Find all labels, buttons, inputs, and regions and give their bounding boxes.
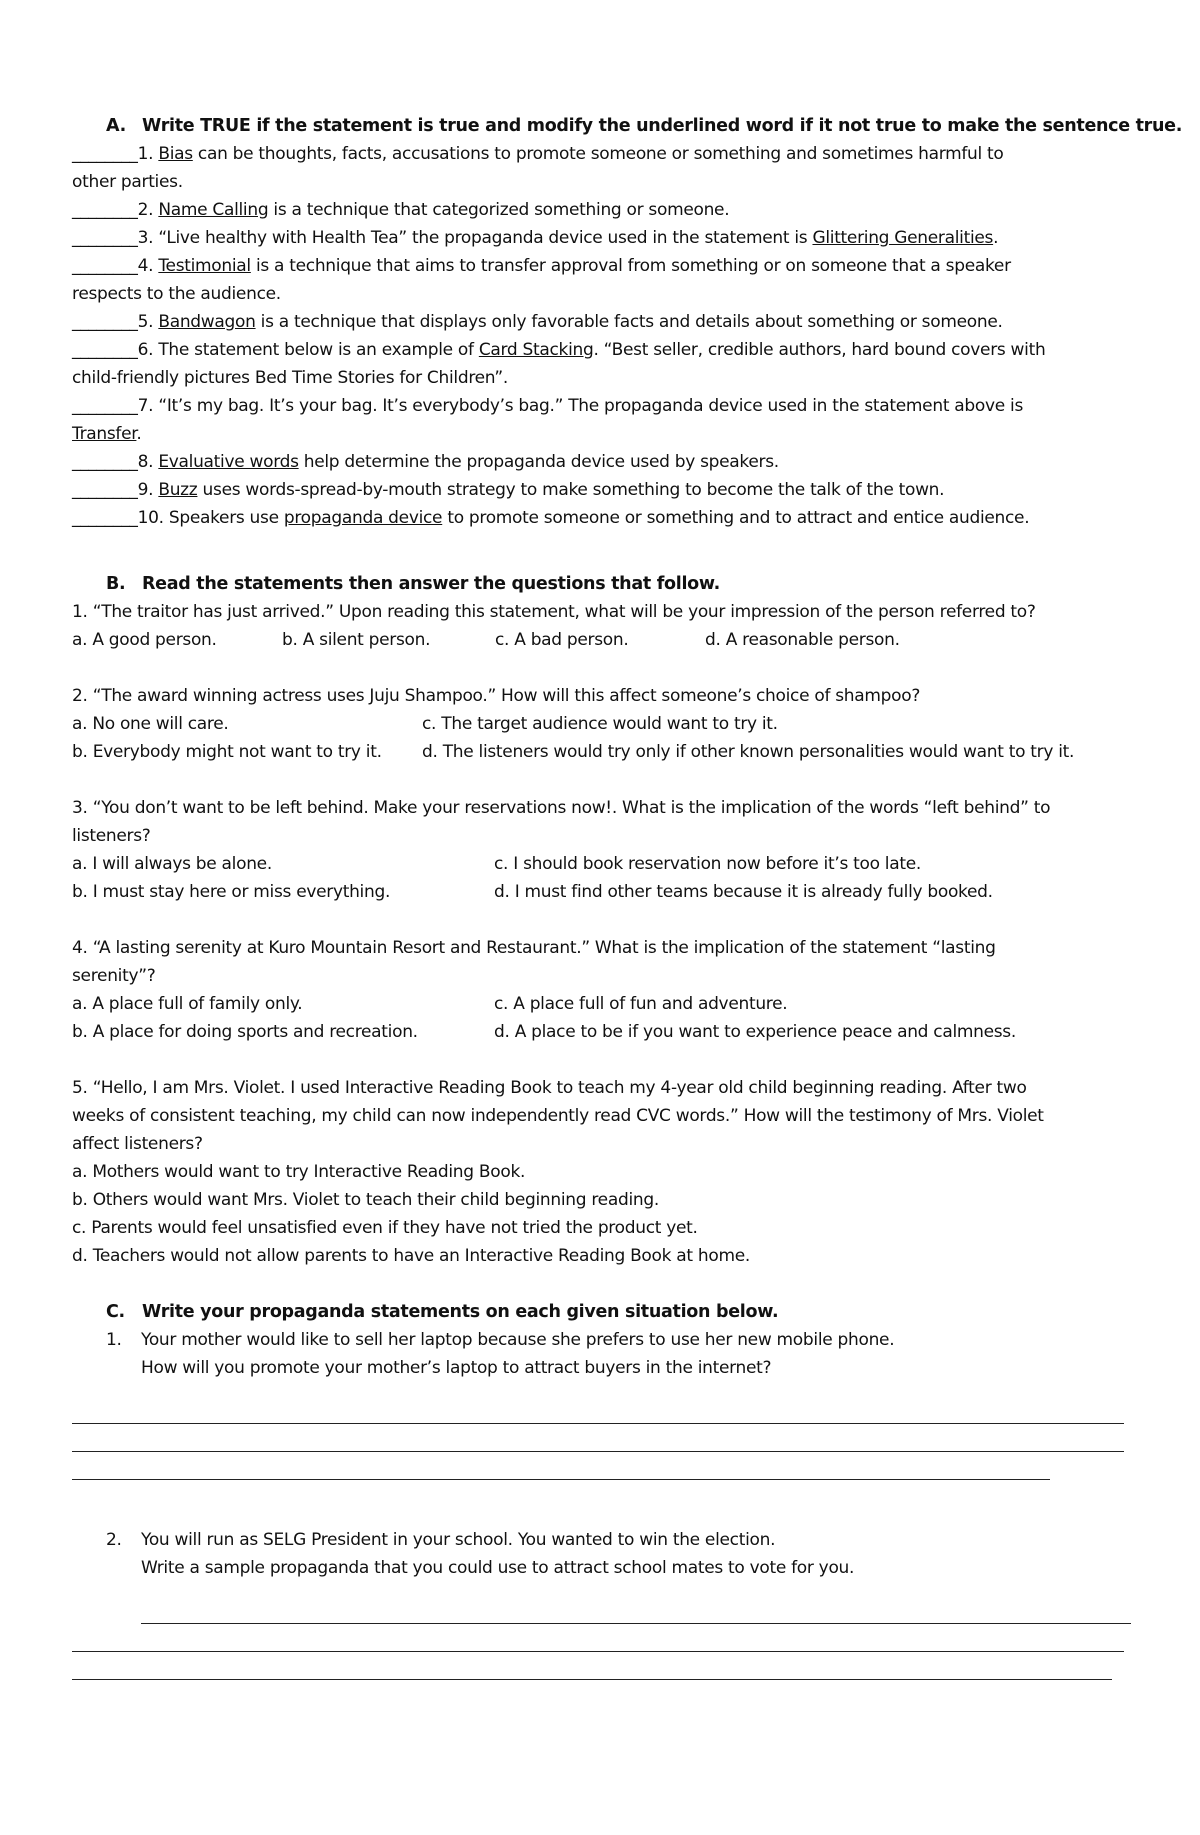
answer-blank[interactable]: ________ <box>72 256 138 276</box>
item-text-continuation: child-friendly pictures Bed Time Stories for Children”. <box>72 368 508 388</box>
item-number: 7. <box>137 396 154 416</box>
item-text-continuation: respects to the audience. <box>72 284 281 304</box>
c-s2-line1: You will run as SELG President in your school. You wanted to win the election. <box>141 1530 776 1550</box>
a-item-10 <box>72 504 1152 532</box>
a-item-6-continuation <box>72 364 1152 392</box>
c-s1-line1: Your mother would like to sell her laptop because she prefers to use her new mobile phone. <box>141 1330 895 1350</box>
answer-blank[interactable]: ________ <box>72 508 138 528</box>
part-a-letter: A. <box>106 116 126 136</box>
c-s1-answer-line-3[interactable] <box>72 1479 1050 1480</box>
b-q3-text-line1: 3. “You don’t want to be left behind. Make your reservations now!. What is the implication of the words “left behind” to <box>72 798 1051 818</box>
a-item-5 <box>72 308 1152 336</box>
item-number: 5. <box>137 312 154 332</box>
part-a-heading-text: Write TRUE if the statement is true and modify the underlined word if it not true to make the sentence true. <box>142 116 1183 136</box>
item-number: 3. <box>137 228 154 248</box>
answer-blank[interactable]: ________ <box>72 144 138 164</box>
part-b-letter: B. <box>106 574 126 594</box>
item-text-post: can be thoughts, facts, accusations to promote someone or something and sometimes harmful to <box>192 144 1004 164</box>
b-q5-option-d: d. Teachers would not allow parents to have an Interactive Reading Book at home. <box>72 1246 750 1266</box>
b-q5-text-line1: 5. “Hello, I am Mrs. Violet. I used Interactive Reading Book to teach my 4-year old child beginning reading. After two <box>72 1078 1027 1098</box>
b-q5-option-b: b. Others would want Mrs. Violet to teach their child beginning reading. <box>72 1190 659 1210</box>
c-s2-number: 2. <box>106 1530 122 1550</box>
answer-blank[interactable]: ________ <box>72 228 138 248</box>
a-item-2 <box>72 196 1152 224</box>
item-text-post: to promote someone or something and to attract and entice audience. <box>442 508 1030 528</box>
underlined-term: Testimonial <box>158 256 251 276</box>
b-q2-text: 2. “The award winning actress uses Juju Shampoo.” How will this affect someone’s choice of shampoo? <box>72 686 921 706</box>
b-q2-option-a: a. No one will care. <box>72 714 229 734</box>
part-b-heading <box>106 570 1186 598</box>
b-q3-option-c: c. I should book reservation now before it’s too late. <box>494 854 921 874</box>
part-c-letter: C. <box>106 1302 125 1322</box>
a-item-7 <box>72 392 1152 420</box>
answer-blank[interactable]: ________ <box>72 312 138 332</box>
b-q5-option-a: a. Mothers would want to try Interactive Reading Book. <box>72 1162 526 1182</box>
a-item-6 <box>72 336 1152 364</box>
item-text-pre: Speakers use <box>163 508 284 528</box>
b-q4-option-b: b. A place for doing sports and recreation. <box>72 1022 418 1042</box>
item-text-pre: “It’s my bag. It’s your bag. It’s everybody’s bag.” The propaganda device used in the statement above is <box>153 396 1024 416</box>
c-s2-answer-line-2[interactable] <box>72 1651 1124 1652</box>
item-text-post: is a technique that displays only favorable facts and details about something or someone. <box>255 312 1003 332</box>
underlined-term: Transfer <box>72 424 137 444</box>
part-c-heading <box>106 1298 1186 1326</box>
b-q5-option-c: c. Parents would feel unsatisfied even if they have not tried the product yet. <box>72 1218 698 1238</box>
c-s2-answer-line-1[interactable] <box>141 1623 1131 1624</box>
b-q5-text-line3: affect listeners? <box>72 1134 203 1154</box>
b-q1-option-c: c. A bad person. <box>495 630 629 650</box>
item-number: 6. <box>137 340 154 360</box>
item-number: 2. <box>137 200 154 220</box>
c-s2-line2: Write a sample propaganda that you could use to attract school mates to vote for you. <box>141 1558 855 1578</box>
item-number: 10. <box>137 508 164 528</box>
item-text-post: . <box>993 228 999 248</box>
b-q2-option-d: d. The listeners would try only if other known personalities would want to try it. <box>422 742 1075 762</box>
a-item-4 <box>72 252 1152 280</box>
c-s1-answer-line-2[interactable] <box>72 1451 1124 1452</box>
underlined-term: Card Stacking <box>478 340 594 360</box>
b-q1-text: 1. “The traitor has just arrived.” Upon reading this statement, what will be your impression of the person referred to? <box>72 602 1036 622</box>
c-s2-answer-line-3[interactable] <box>72 1679 1112 1680</box>
b-q4-text-line2: serenity”? <box>72 966 156 986</box>
item-text-pre: The statement below is an example of <box>153 340 479 360</box>
item-text-continuation: other parties. <box>72 172 183 192</box>
b-q4-text-line1: 4. “A lasting serenity at Kuro Mountain Resort and Restaurant.” What is the implication of the statement “lasting <box>72 938 996 958</box>
b-q4-option-a: a. A place full of family only. <box>72 994 303 1014</box>
a-item-8 <box>72 448 1152 476</box>
a-item-7-continuation <box>72 420 1152 448</box>
b-q1-option-a: a. A good person. <box>72 630 217 650</box>
item-number: 8. <box>137 452 154 472</box>
b-q5-text-line2: weeks of consistent teaching, my child can now independently read CVC words.” How will the testimony of Mrs. Violet <box>72 1106 1044 1126</box>
b-q3-text-line2: listeners? <box>72 826 151 846</box>
a-item-1-continuation <box>72 168 1152 196</box>
part-b-heading-text: Read the statements then answer the questions that follow. <box>142 574 720 594</box>
underlined-term: Name Calling <box>158 200 269 220</box>
part-a-heading <box>106 112 1186 140</box>
item-text-post: uses words-spread-by-mouth strategy to make something to become the talk of the town. <box>197 480 945 500</box>
b-q4-option-d: d. A place to be if you want to experience peace and calmness. <box>494 1022 1016 1042</box>
b-q3-option-d: d. I must find other teams because it is already fully booked. <box>494 882 993 902</box>
answer-blank[interactable]: ________ <box>72 480 138 500</box>
underlined-term: Buzz <box>158 480 198 500</box>
item-text-post: . <box>136 424 142 444</box>
underlined-term: Bandwagon <box>158 312 256 332</box>
item-text-pre: “Live healthy with Health Tea” the propaganda device used in the statement is <box>153 228 813 248</box>
a-item-9 <box>72 476 1152 504</box>
answer-blank[interactable]: ________ <box>72 200 138 220</box>
c-s1-answer-line-1[interactable] <box>72 1423 1124 1424</box>
b-q2-option-c: c. The target audience would want to try it. <box>422 714 778 734</box>
item-number: 9. <box>137 480 154 500</box>
b-q3-option-b: b. I must stay here or miss everything. <box>72 882 391 902</box>
underlined-term: Glittering Generalities <box>812 228 994 248</box>
b-q3-option-a: a. I will always be alone. <box>72 854 272 874</box>
underlined-term: Bias <box>158 144 193 164</box>
item-text-post: is a technique that categorized something or someone. <box>268 200 730 220</box>
answer-blank[interactable]: ________ <box>72 396 138 416</box>
item-text-post: is a technique that aims to transfer approval from something or on someone that a speaker <box>250 256 1011 276</box>
item-number: 1. <box>137 144 154 164</box>
b-q1-option-d: d. A reasonable person. <box>705 630 900 650</box>
b-q4-option-c: c. A place full of fun and adventure. <box>494 994 788 1014</box>
a-item-3 <box>72 224 1152 252</box>
item-text-post: help determine the propaganda device used by speakers. <box>298 452 779 472</box>
c-s1-number: 1. <box>106 1330 122 1350</box>
underlined-term: Evaluative words <box>158 452 299 472</box>
underlined-term: propaganda device <box>283 508 443 528</box>
part-c-heading-text: Write your propaganda statements on each given situation below. <box>142 1302 779 1322</box>
a-item-1 <box>72 140 1152 168</box>
c-s1-line2: How will you promote your mother’s laptop to attract buyers in the internet? <box>141 1358 772 1378</box>
answer-blank[interactable]: ________ <box>72 340 138 360</box>
item-text-post: . “Best seller, credible authors, hard bound covers with <box>593 340 1046 360</box>
b-q1-option-b: b. A silent person. <box>282 630 431 650</box>
item-number: 4. <box>137 256 154 276</box>
answer-blank[interactable]: ________ <box>72 452 138 472</box>
b-q2-option-b: b. Everybody might not want to try it. <box>72 742 382 762</box>
a-item-4-continuation <box>72 280 1152 308</box>
